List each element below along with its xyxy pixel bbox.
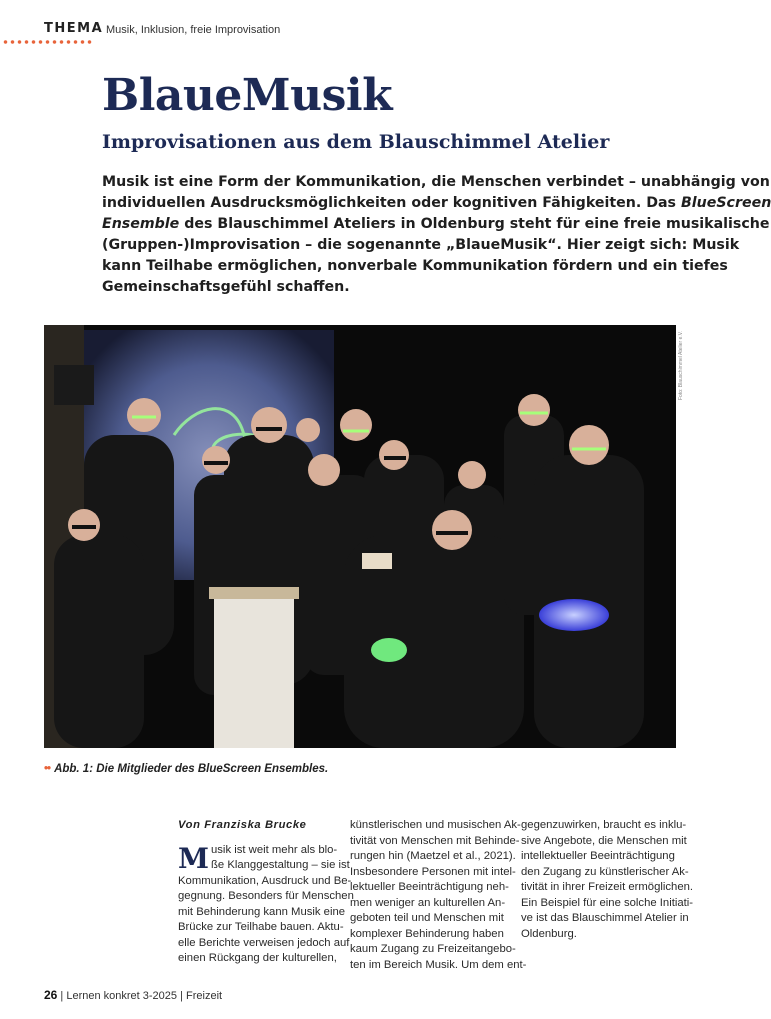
body-column-1: [178, 818, 354, 967]
byline: Von Franziska Brucke: [178, 819, 307, 831]
body-line: komplexer Behinderung haben: [350, 927, 504, 940]
body-line: mit Behinderung kann Musik eine: [178, 905, 346, 918]
body-line: Ein Beispiel für eine solche Initiati-: [521, 896, 694, 909]
body-line: elle Berichte verweisen jedoch auf: [178, 936, 350, 949]
body-line: ten im Bereich Musik. Um dem ent-: [350, 958, 527, 971]
body-line: rungen hin (Maetzel et al., 2021).: [350, 850, 516, 862]
body-line: gegenzuwirken, braucht es inklu-: [521, 819, 687, 831]
body-line: Kommunikation, Ausdruck und Be-: [178, 874, 352, 887]
body-line: tivität von Menschen mit Behinde-: [350, 834, 520, 847]
topic-label: Musik, Inklusion, freie Improvisation: [106, 24, 281, 36]
lead-italic: Ensemble: [102, 216, 180, 232]
body-line: Insbesondere Personen mit intel-: [350, 865, 516, 878]
lead-line: Gemeinschaftsgefühl schaffen.: [102, 279, 350, 295]
ensemble-photo-illustration: [44, 325, 676, 748]
lead-paragraph: [102, 172, 771, 298]
page-footer: [44, 988, 222, 1002]
body-column-2: [350, 818, 527, 973]
body-line: tivität in ihrer Freizeit ermöglichen.: [521, 881, 694, 893]
body-line: Oldenburg.: [521, 927, 577, 940]
lead-italic: BlueScreen: [680, 195, 771, 211]
article-title: BlaueMusik: [102, 70, 393, 121]
issue-label: Lernen konkret 3-2025 | Freizeit: [66, 990, 223, 1002]
ensemble-photo: [44, 325, 676, 748]
body-line: usik ist weit mehr als blo-: [211, 843, 338, 856]
body-line: kaum Zugang zu Freizeitangebo-: [350, 943, 516, 955]
lead-line: Musik ist eine Form der Kommunikation, die Menschen verbindet – unabhängig von: [102, 174, 770, 190]
lead-line: individuellen Ausdrucksmöglichkeiten oder kognitiven Fähigkeiten. Das BlueScreen: [102, 195, 771, 211]
section-label: THEMA: [44, 21, 104, 36]
page-number: 26: [44, 988, 58, 1002]
header: [0, 18, 720, 44]
body-line: geboten teil und Menschen mit: [350, 912, 504, 924]
lead-line: kann Teilhabe ermöglichen, nonverbale Kommunikation fördern und ein tiefes: [102, 258, 728, 274]
body-line: gegnung. Besonders für Menschen: [178, 890, 354, 902]
photo-caption: •• Abb. 1: Die Mitglieder des BlueScreen Ensembles.: [44, 763, 329, 775]
caption-dots: ••: [44, 763, 51, 775]
body-line: lektueller Beeinträchtigung neh-: [350, 881, 509, 893]
body-line: einen Rückgang der kulturellen,: [178, 952, 337, 964]
body-line: intellektueller Beeinträchtigung: [521, 850, 675, 862]
body-column-3: [521, 818, 694, 942]
body-line: künstlerischen und musischen Ak-: [350, 819, 521, 831]
body-line: den Zugang zu künstlerischer Ak-: [521, 865, 689, 878]
dotted-accent: [2, 40, 94, 44]
photo-credit: Foto: Blauschimmel Atelier e.V.: [678, 330, 684, 400]
footer-separator: |: [60, 990, 64, 1002]
body-line: men weniger an kulturellen An-: [350, 896, 506, 909]
body-line: Brücke zur Teilhabe bauen. Aktu-: [178, 921, 344, 933]
body-line: ße Klanggestaltung – sie ist: [211, 859, 350, 871]
drop-cap: M: [178, 841, 209, 875]
body-line: ve ist das Blauschimmel Atelier in: [521, 912, 689, 924]
lead-line: (Gruppen-)Improvisation – die sogenannte „BlaueMusik“. Hier zeigt sich: Musik: [102, 237, 740, 253]
body-line: sive Angebote, die Menschen mit: [521, 834, 687, 847]
article-subtitle: Improvisationen aus dem Blauschimmel Atelier: [102, 131, 610, 153]
lead-line: Ensemble des Blauschimmel Ateliers in Oldenburg steht für eine freie musikalische: [102, 216, 770, 232]
